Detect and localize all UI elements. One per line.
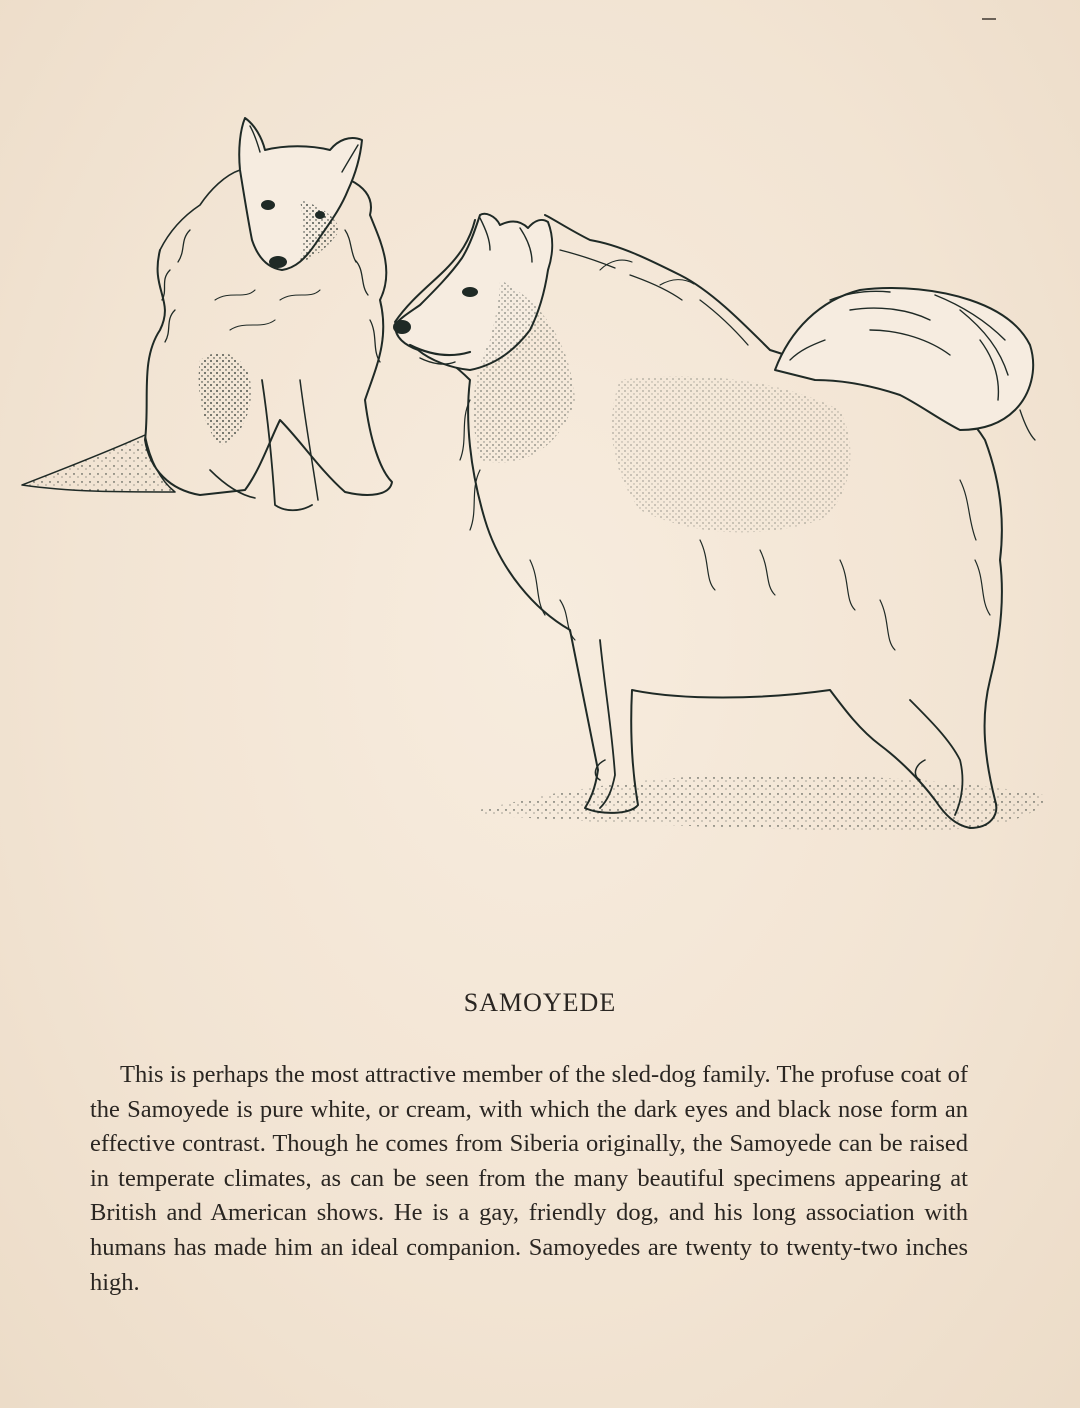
article-paragraph: This is perhaps the most attractive member of the sled-dog family. The profuse coat of the Samoyede is pure white, or cream, with which the dark eyes and black nose form an effective contrast. Though he comes from Siberia originally, the Samoyede can be raised in temperate climates, as can be seen from the many beautiful specimens appearing at British and American shows. He is a gay, friendly dog, and his long association with humans has made him an ideal companion. Samoyedes are twenty to twenty-two inches high. — [90, 1061, 968, 1296]
article-title: SAMOYEDE — [463, 988, 617, 1017]
standing-dog-drawing — [393, 214, 1045, 830]
sitting-dog-drawing — [22, 118, 392, 510]
